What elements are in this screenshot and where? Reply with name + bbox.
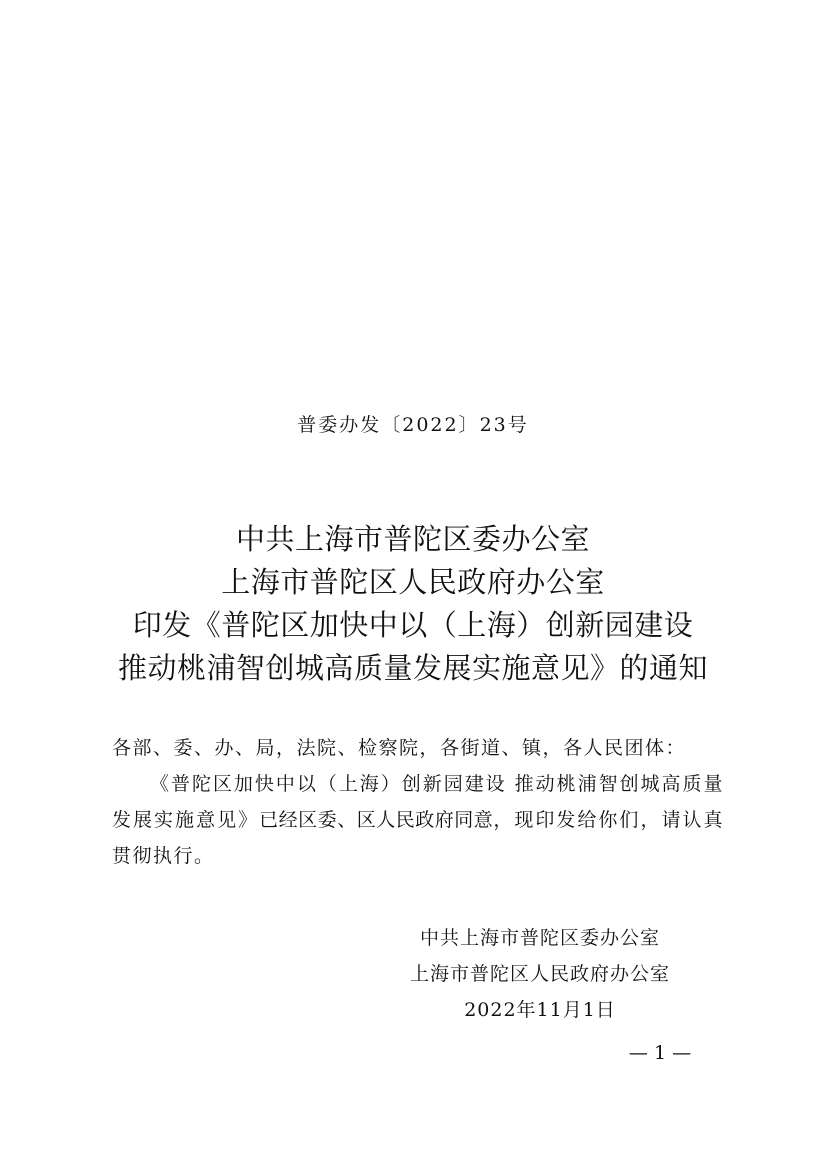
- body-paragraph-part-3: ，现印发给你们，请认真贯彻执行。: [112, 809, 724, 867]
- title-line-subject-1: 印发《普陀区加快中以（上海）创新园建设: [132, 608, 694, 642]
- title-line-issuer-party: 中共上海市普陀区委办公室: [235, 522, 590, 556]
- document-number: 普委办发〔2022〕23号: [297, 414, 529, 436]
- signature-block: [400, 920, 680, 1028]
- signatory-party-office: 中共上海市普陀区委办公室: [419, 927, 660, 949]
- body-paragraph-part-1: 《普陀区加快中以（上海）创新园建设 推动桃浦智创城高质量发展实施意见》: [112, 773, 724, 831]
- title-line-issuer-government: 上海市普陀区人民政府办公室: [221, 565, 605, 599]
- signatory-government-office: 上海市普陀区人民政府办公室: [409, 963, 670, 985]
- document-body: [112, 730, 724, 874]
- document-title: [0, 518, 826, 690]
- title-line-subject-2: 推动桃浦智创城高质量发展实施意见》的通知: [117, 651, 708, 685]
- body-paragraph: [112, 766, 724, 874]
- body-paragraph-part-2: 已经区委、区人民政府同意: [259, 809, 494, 831]
- issue-date: 2022年11月1日: [464, 999, 616, 1021]
- page-number: — 1 —: [628, 1042, 692, 1064]
- salutation: 各部、委、办、局，法院、检察院，各街道、镇，各人民团体：: [112, 737, 687, 759]
